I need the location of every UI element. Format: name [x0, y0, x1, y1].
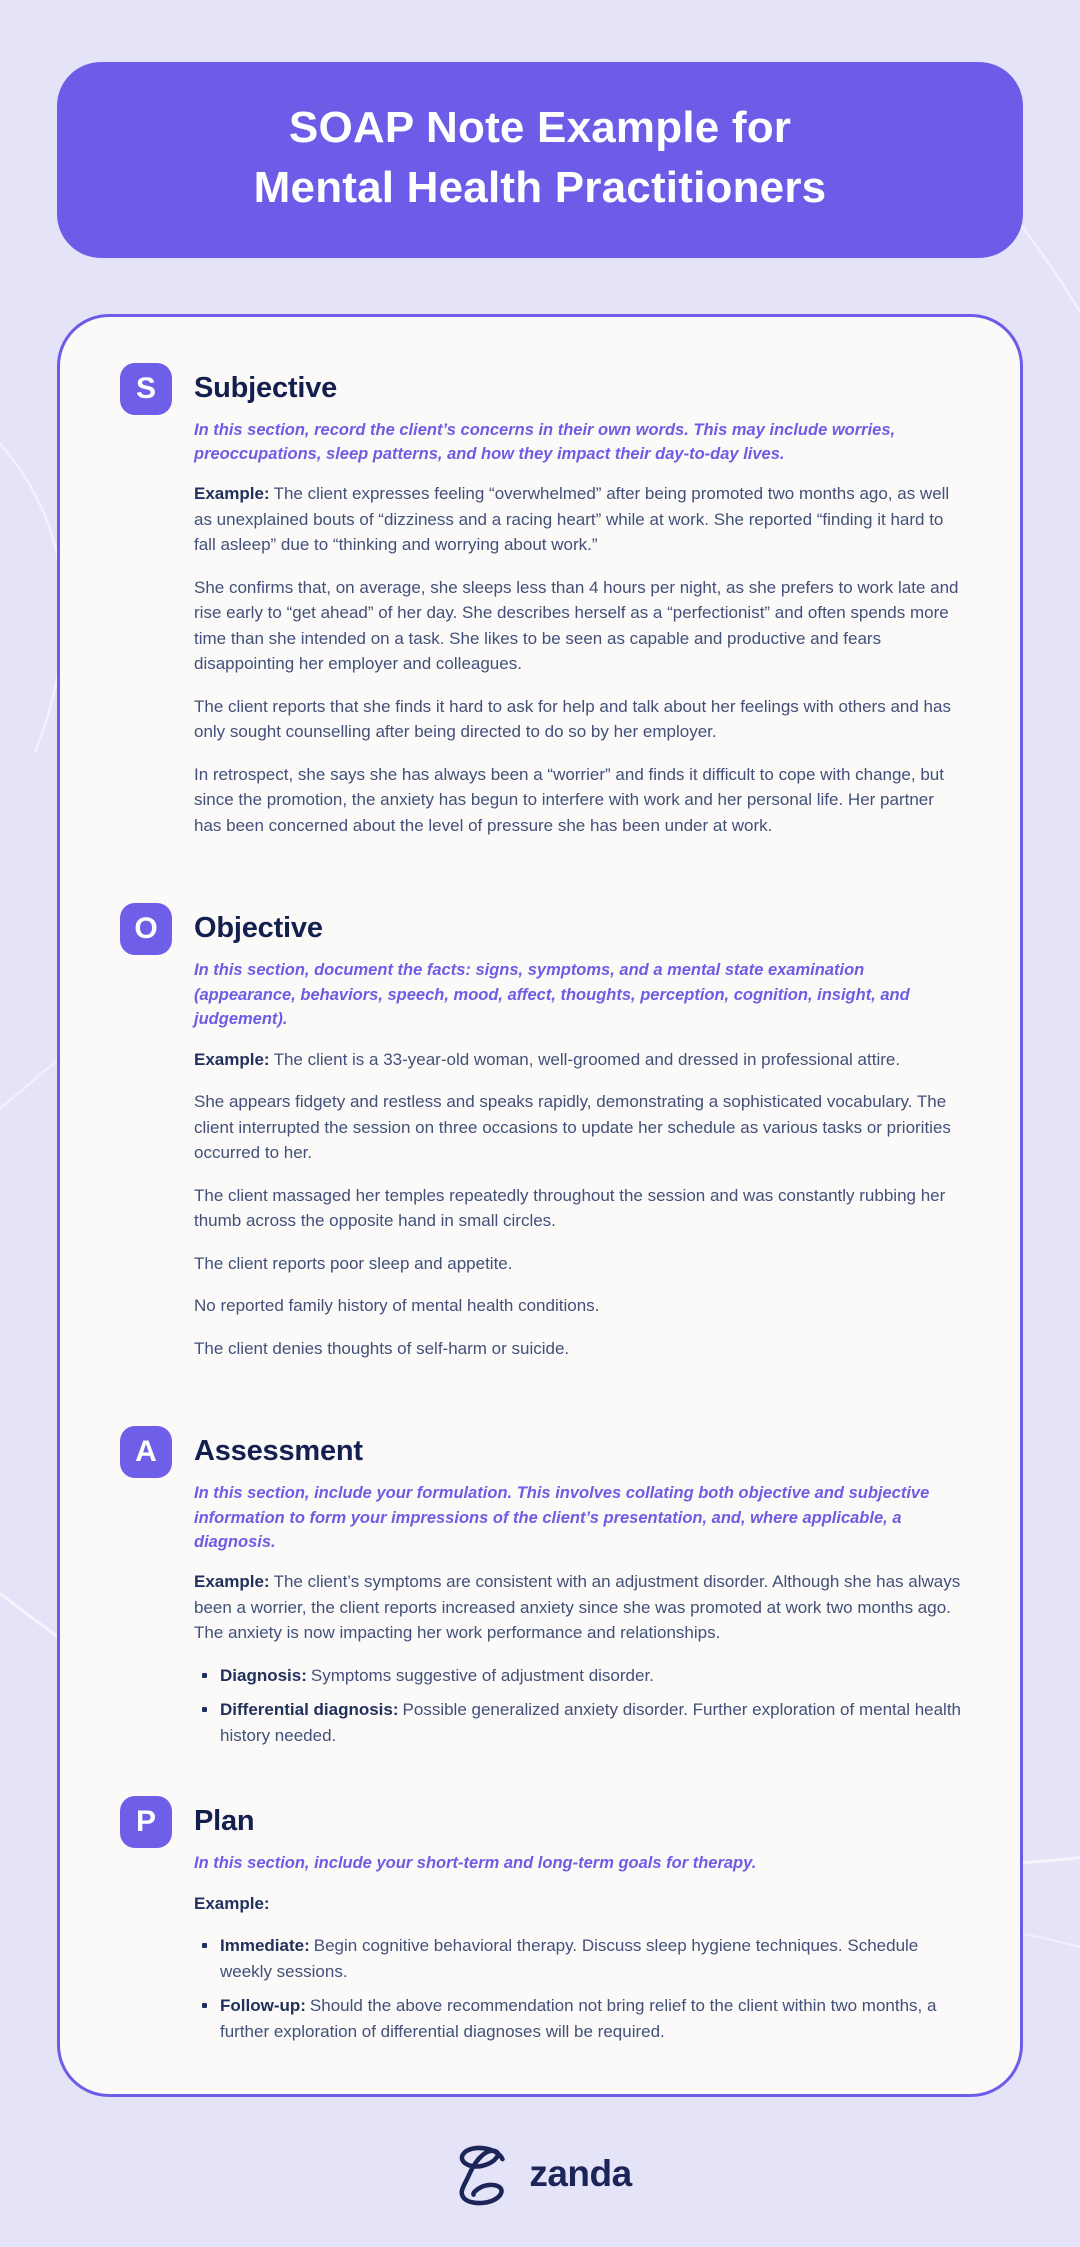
section-title: Plan [194, 1805, 255, 1838]
bullet-lead: Follow-up: [220, 1996, 306, 2016]
paragraph-text: The client is a 33-year-old woman, well-groomed and dressed in professional attire. [273, 1049, 901, 1069]
bullet-text: Should the above recommendation not bring relief to the client within two months, a further exploration of differential diagnoses will be required. [220, 1996, 937, 2041]
sections [120, 363, 964, 2045]
paragraph-lead: Example: [194, 1049, 270, 1069]
paragraph-lead: Example: [194, 1572, 270, 1592]
bullet-item [194, 1993, 964, 2044]
paragraph-text: The client denies thoughts of self-harm or suicide. [194, 1338, 570, 1358]
section-title: Assessment [194, 1435, 363, 1468]
bullet-text: Possible generalized anxiety disorder. Further exploration of mental health history needed. [220, 1700, 962, 1745]
paragraph [194, 1891, 964, 1917]
paragraph-text: No reported family history of mental health conditions. [194, 1296, 600, 1316]
bullet-list [194, 1933, 964, 2044]
bullet-lead: Immediate: [220, 1936, 310, 1956]
section-assessment [120, 1426, 964, 1748]
zanda-wordmark: zanda [529, 2153, 632, 2195]
paragraph-text: The client’s symptoms are consistent with an adjustment disorder. Although she has always been a worrier, the client reports increased anxiety since she was promoted at work two months ago. The anxiety is now impacting her work performance and relationships. [194, 1572, 961, 1643]
section-content [194, 1796, 964, 2044]
bullet-text: Symptoms suggestive of adjustment disorder. [310, 1665, 654, 1685]
bullet-lead: Diagnosis: [220, 1665, 307, 1685]
bullet-lead: Differential diagnosis: [220, 1700, 399, 1720]
section-description: In this section, record the client’s concerns in their own words. This may include worries, preoccupations, sleep patterns, and how they impact their day-to-day lives. [194, 420, 896, 464]
section-content [194, 1426, 964, 1748]
section-letter-badge: O [120, 903, 172, 955]
paragraph-text: The client reports that she finds it hard to ask for help and talk about her feelings with others and has only sought counselling after being directed to do so by her employer. [194, 696, 951, 742]
section-letter-badge: P [120, 1796, 172, 1848]
page-title [81, 98, 999, 218]
paragraph [194, 694, 964, 745]
paragraph-text: The client reports poor sleep and appetite. [194, 1253, 513, 1273]
bullet-text: Begin cognitive behavioral therapy. Discuss sleep hygiene techniques. Schedule weekly sessions. [220, 1936, 919, 1981]
soap-card [57, 314, 1023, 2098]
section-description: In this section, include your formulation. This involves collating both objective and subjective information to form your impressions of the client’s presentation, and, where applicable, a diagnosis. [194, 1484, 930, 1551]
footer [0, 2141, 1080, 2207]
section-subjective [120, 363, 964, 856]
zanda-logo-mark [448, 2141, 514, 2207]
page-title-line-2: Mental Health Practitioners [253, 162, 827, 212]
section-content [194, 903, 964, 1378]
paragraph [194, 1047, 964, 1073]
paragraph-text: In retrospect, she says she has always been a “worrier” and finds it difficult to cope with change, but since the promotion, the anxiety has begun to interfere with work and her personal life. Her partner has been concerned about the level of pressure she has been under at work. [194, 764, 944, 835]
bullet-item [194, 1663, 964, 1689]
section-plan [120, 1796, 964, 2044]
section-title: Objective [194, 912, 323, 945]
section-objective [120, 903, 964, 1378]
bullet-list [194, 1663, 964, 1749]
paragraph-text: The client massaged her temples repeatedly throughout the session and was constantly rubbing her thumb across the opposite hand in small circles. [194, 1185, 946, 1231]
paragraph [194, 762, 964, 839]
section-title: Subjective [194, 371, 338, 404]
paragraph [194, 1336, 964, 1362]
section-content [194, 363, 964, 856]
paragraph [194, 1183, 964, 1234]
page-title-line-1: SOAP Note Example for [288, 103, 792, 152]
paragraph-lead: Example: [194, 484, 270, 504]
paragraph [194, 1293, 964, 1319]
paragraph [194, 1251, 964, 1277]
section-description: In this section, document the facts: signs, symptoms, and a mental state examination (appearance, behaviors, speech, mood, affect, thoughts, perception, cognition, insight, and judgement). [194, 961, 910, 1029]
header-banner [57, 62, 1023, 258]
section-letter-badge: S [120, 363, 172, 415]
paragraph-text: The client expresses feeling “overwhelmed” after being promoted two months ago, as well as unexplained bouts of “dizziness and a racing heart” while at work. She reported “finding it hard to fall asleep” due to “thinking and worrying about work.” [194, 484, 950, 555]
paragraph [194, 575, 964, 677]
paragraph [194, 1089, 964, 1166]
paragraph-lead: Example: [194, 1893, 270, 1913]
section-description: In this section, include your short-term and long-term goals for therapy. [194, 1854, 757, 1873]
bullet-item [194, 1697, 964, 1748]
paragraph [194, 481, 964, 558]
paragraph-text: She confirms that, on average, she sleeps less than 4 hours per night, as she prefers to work late and rise early to “get ahead” of her day. She describes herself as a “perfectionist” and often spends more time than she intended on a task. She likes to be seen as capable and productive and fears disappointing her employer and colleagues. [194, 577, 959, 674]
section-letter-badge: A [120, 1426, 172, 1478]
paragraph [194, 1569, 964, 1646]
paragraph-text: She appears fidgety and restless and speaks rapidly, demonstrating a sophisticated vocabulary. The client interrupted the session on three occasions to update her schedule as various tasks or priorities occurred to her. [194, 1092, 951, 1163]
